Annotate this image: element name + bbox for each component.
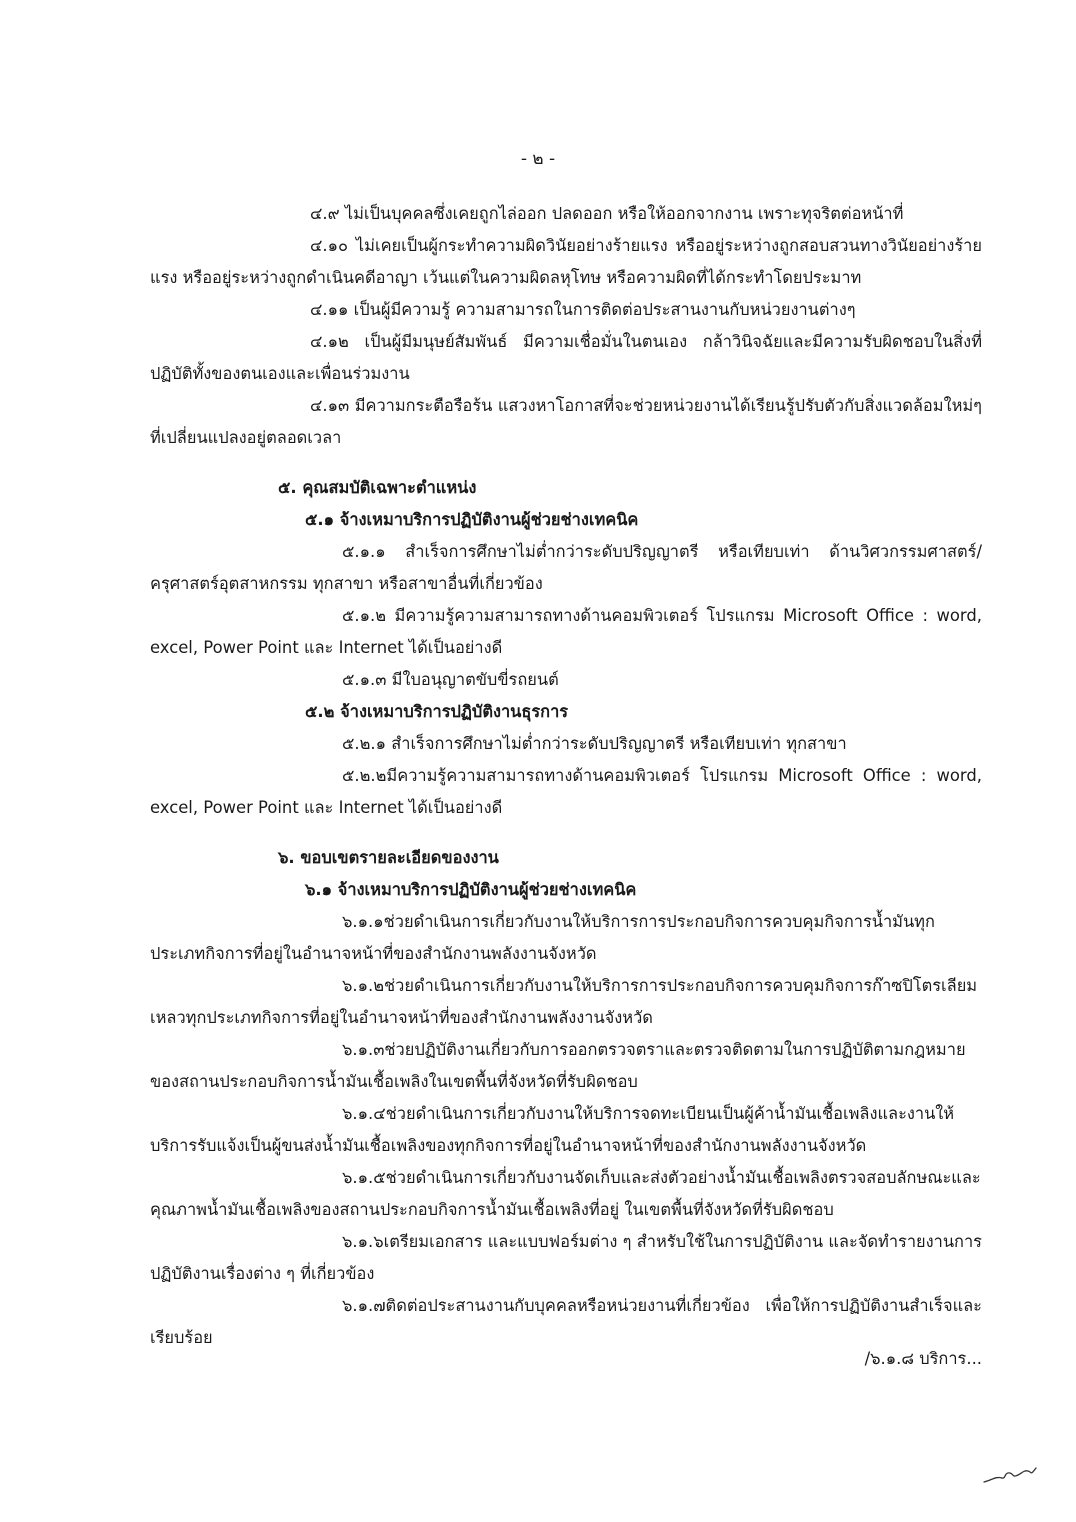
paragraph-4-12: ๔.๑๒ เป็นผู้มีมนุษย์สัมพันธ์ มีความเชื่อมั่นในตนเอง กล้าวินิจฉัยและมีความรับผิดชอบในสิ่งที่ปฏิบัติทั้งของตนเองและเพื่อนร่วมงาน (150, 332, 982, 383)
paragraph-4-10: ๔.๑๐ ไม่เคยเป็นผู้กระทำความผิดวินัยอย่างร้ายแรง หรืออยู่ระหว่างถูกสอบสวนทางวินัยอย่างร้ายแรง หรืออยู่ระหว่างถูกดำเนินคดีอาญา เว้นแต่ในความผิดลหุโทษ หรือความผิดที่ได้กระทำโดยประมาท (150, 236, 982, 287)
item-6-1-1: ๖.๑.๑ช่วยดำเนินการเกี่ยวกับงานให้บริการการประกอบกิจการควบคุมกิจการน้ำมันทุกประเภทกิจการที่อยู่ในอำนาจหน้าที่ของสำนักงานพลังงานจังหวัด (150, 912, 935, 963)
item-5-1-2: ๕.๑.๒ มีความรู้ความสามารถทางด้านคอมพิวเตอร์ โปรแกรม Microsoft Office : word, excel, Power Point และ Internet ได้เป็นอย่างดี (150, 606, 982, 657)
section-5-1-heading: ๕.๑ จ้างเหมาบริการปฏิบัติงานผู้ช่วยช่างเทคนิค (305, 510, 639, 529)
item-5-1-3: ๕.๑.๓ มีใบอนุญาตขับขี่รถยนต์ (342, 670, 559, 689)
section-6-heading: ๖. ขอบเขตรายละเอียดของงาน (278, 848, 499, 867)
section-6-1-heading: ๖.๑ จ้างเหมาบริการปฏิบัติงานผู้ช่วยช่างเทคนิค (305, 880, 637, 899)
item-5-2-2: ๕.๒.๒มีความรู้ความสามารถทางด้านคอมพิวเตอร์ โปรแกรม Microsoft Office : word, excel, Power Point และ Internet ได้เป็นอย่างดี (150, 766, 982, 817)
paragraph-4-9: ๔.๙ ไม่เป็นบุคคลซึ่งเคยถูกไล่ออก ปลดออก หรือให้ออกจากงาน เพราะทุจริตต่อหน้าที่ (310, 204, 904, 223)
continuation-marker: /๖.๑.๘ บริการ... (864, 1349, 982, 1368)
item-6-1-3: ๖.๑.๓ช่วยปฏิบัติงานเกี่ยวกับการออกตรวจตราและตรวจติดตามในการปฏิบัติตามกฎหมายของสถานประกอบกิจการน้ำมันเชื้อเพลิงในเขตพื้นที่จังหวัดที่รับผิดชอบ (150, 1040, 966, 1091)
document-body (150, 198, 982, 1354)
item-5-2-1: ๕.๒.๑ สำเร็จการศึกษาไม่ต่ำกว่าระดับปริญญาตรี หรือเทียบเท่า ทุกสาขา (342, 734, 847, 753)
item-6-1-6: ๖.๑.๖เตรียมเอกสาร และแบบฟอร์มต่าง ๆ สำหรับใช้ในการปฏิบัติงาน และจัดทำรายงานการปฏิบัติงานเรื่องต่าง ๆ ที่เกี่ยวข้อง (150, 1232, 982, 1283)
paragraph-4-11: ๔.๑๑ เป็นผู้มีความรู้ ความสามารถในการติดต่อประสานงานกับหน่วยงานต่างๆ (310, 300, 856, 319)
item-6-1-5: ๖.๑.๕ช่วยดำเนินการเกี่ยวกับงานจัดเก็บและส่งตัวอย่างน้ำมันเชื้อเพลิงตรวจสอบลักษณะและคุณภาพน้ำมันเชื้อเพลิงของสถานประกอบกิจการน้ำมันเชื้อเพลิงที่อยู่ ในเขตพื้นที่จังหวัดที่รับผิดชอบ (150, 1168, 981, 1219)
item-6-1-7: ๖.๑.๗ติดต่อประสานงานกับบุคคลหรือหน่วยงานที่เกี่ยวข้อง เพื่อให้การปฏิบัติงานสำเร็จและเรียบร้อย (150, 1296, 982, 1347)
paragraph-4-13: ๔.๑๓ มีความกระตือรือร้น แสวงหาโอกาสที่จะช่วยหน่วยงานได้เรียนรู้ปรับตัวกับสิ่งแวดล้อมใหม่ๆ ที่เปลี่ยนแปลงอยู่ตลอดเวลา (150, 396, 982, 447)
page-number: - ๒ - (520, 149, 556, 169)
section-5-2-heading: ๕.๒ จ้างเหมาบริการปฏิบัติงานธุรการ (305, 702, 569, 721)
item-6-1-2: ๖.๑.๒ช่วยดำเนินการเกี่ยวกับงานให้บริการการประกอบกิจการควบคุมกิจการก๊าซปิโตรเลียมเหลวทุกประเภทกิจการที่อยู่ในอำนาจหน้าที่ของสำนักงานพลังงานจังหวัด (150, 976, 978, 1027)
signature-mark (982, 1458, 1042, 1488)
item-5-1-1: ๕.๑.๑ สำเร็จการศึกษาไม่ต่ำกว่าระดับปริญญาตรี หรือเทียบเท่า ด้านวิศวกรรมศาสตร์/ครุศาสตร์อุตสาหกรรม ทุกสาขา หรือสาขาอื่นที่เกี่ยวข้อง (150, 542, 982, 593)
section-5-heading: ๕. คุณสมบัติเฉพาะตำแหน่ง (278, 478, 477, 497)
item-6-1-4: ๖.๑.๔ช่วยดำเนินการเกี่ยวกับงานให้บริการจดทะเบียนเป็นผู้ค้าน้ำมันเชื้อเพลิงและงานให้บริการรับแจ้งเป็นผู้ขนส่งน้ำมันเชื้อเพลิงของทุกกิจการที่อยู่ในอำนาจหน้าที่ของสำนักงานพลังงานจังหวัด (150, 1104, 955, 1155)
